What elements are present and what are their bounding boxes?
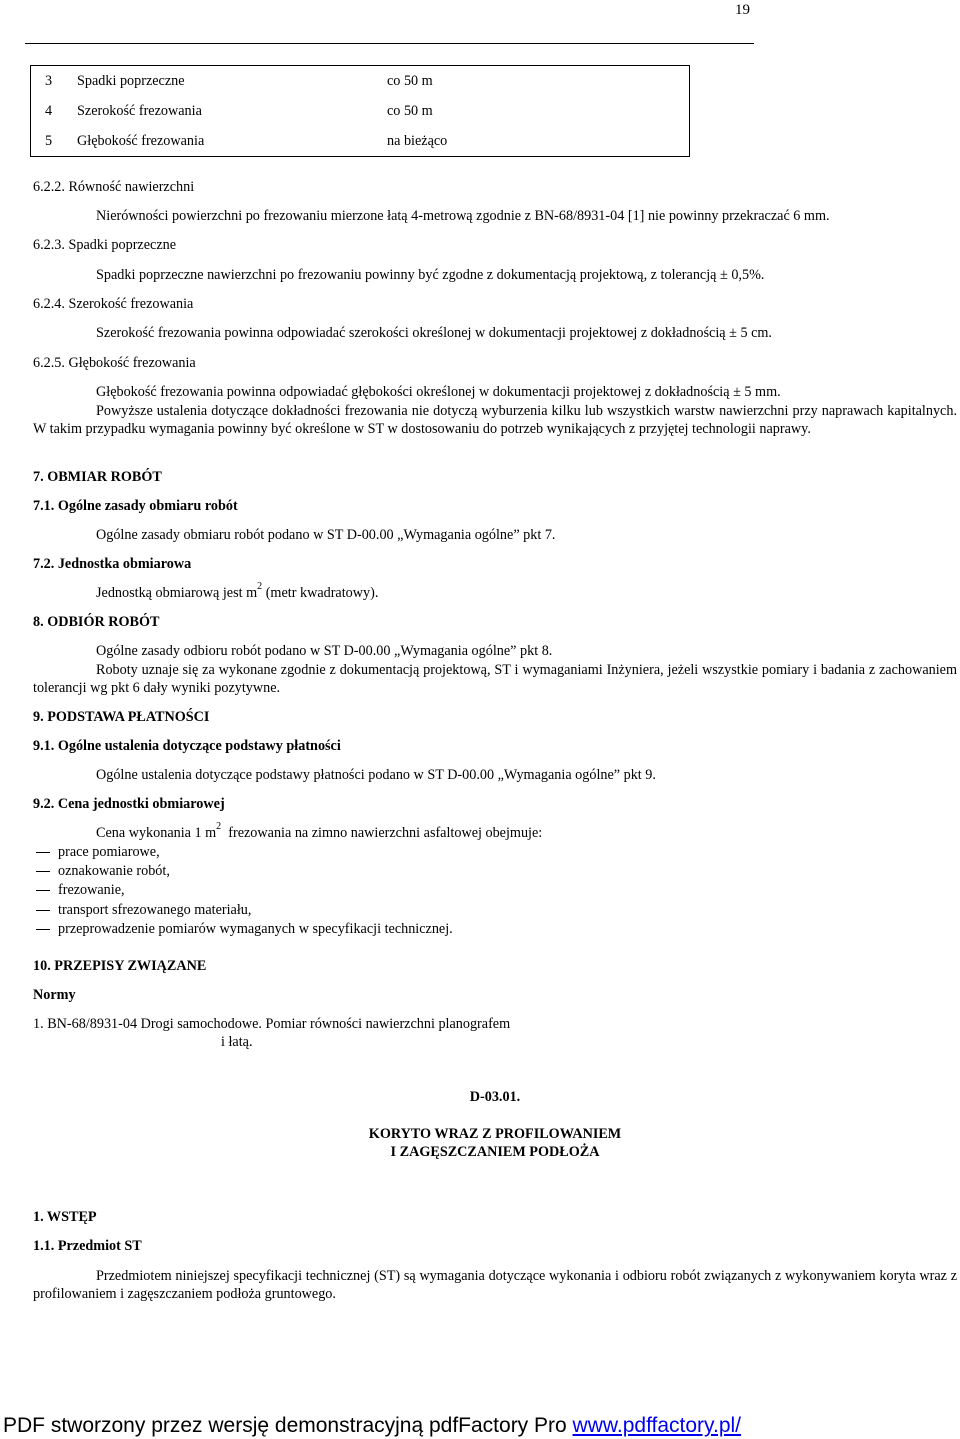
section-10-heading: 10. PRZEPISY ZWIĄZANE (33, 958, 207, 974)
list-item: transport sfrezowanego materiału, (58, 902, 252, 918)
row-number: 3 (45, 73, 53, 89)
dash-bullet (36, 929, 50, 930)
section-7-1-heading: 7.1. Ogólne zasady obmiaru robót (33, 498, 238, 514)
footer-link[interactable]: www.pdffactory.pl/ (572, 1414, 742, 1437)
list-item: oznakowanie robót, (58, 863, 170, 879)
dash-bullet (36, 852, 50, 853)
section-1-heading: 1. WSTĘP (33, 1209, 97, 1225)
section-6-2-3-heading: 6.2.3. Spadki poprzeczne (33, 237, 177, 253)
section-7-2-text: Jednostką obmiarową jest $m^2$ (metr kwadratowy). (96, 581, 379, 601)
table-row (31, 96, 689, 126)
section-8-heading: 8. ODBIÓR ROBÓT (33, 614, 160, 630)
section-9-heading: 9. PODSTAWA PŁATNOŚCI (33, 709, 210, 725)
norms-subheading: Normy (33, 987, 76, 1003)
row-name: Głębokość frezowania (77, 133, 205, 149)
section-1-1-text: Przedmiotem niniejszej specyfikacji technicznej (ST) są wymagania dotyczące wykonania i odbioru robót związanych z wykonywaniem koryta wraz z profilowaniem i zagęszczaniem podłoża gruntowego. (33, 1268, 957, 1302)
norm-entry-continuation: i łatą. (221, 1034, 253, 1050)
dash-bullet (36, 871, 50, 872)
section-8-text: Ogólne zasady odbioru robót podano w ST D-00.00 „Wymagania ogólne” pkt 8. (96, 643, 553, 659)
page-number: 19 (735, 2, 750, 18)
section-9-2-heading: 9.2. Cena jednostki obmiarowej (33, 796, 225, 812)
section-6-2-3-text: Spadki poprzeczne nawierzchni po frezowaniu powinny być zgodne z dokumentacją projektową, z tolerancją ± 0,5%. (96, 267, 765, 283)
row-name: Spadki poprzeczne (77, 73, 185, 89)
spec-title-line-2: I ZAGĘSZCZANIEM PODŁOŻA (390, 1144, 600, 1160)
row-number: 5 (45, 133, 53, 149)
list-item: prace pomiarowe, (58, 844, 160, 860)
section-7-1-text: Ogólne zasady obmiaru robót podano w ST D-00.00 „Wymagania ogólne” pkt 7. (96, 527, 556, 543)
section-9-1-text: Ogólne ustalenia dotyczące podstawy płatności podano w ST D-00.00 „Wymagania ogólne” pkt 9. (96, 767, 656, 783)
norm-entry: 1. BN-68/8931-04 Drogi samochodowe. Pomiar równości nawierzchni planografem (33, 1016, 511, 1032)
section-6-2-2-heading: 6.2.2. Równość nawierzchni (33, 179, 195, 195)
pdf-footer (3, 1414, 741, 1438)
section-6-2-2-text: Nierówności powierzchni po frezowaniu mierzone łatą 4-metrową zgodnie z BN-68/8931-04 [1] nie powinny przekraczać 6 mm. (96, 208, 830, 224)
dash-bullet (36, 890, 50, 891)
footer-text: PDF stworzony przez wersję demonstracyjną pdfFactory Pro (3, 1414, 573, 1437)
section-6-2-5-heading: 6.2.5. Głębokość frezowania (33, 355, 196, 371)
section-7-heading: 7. OBMIAR ROBÓT (33, 469, 162, 485)
control-table (30, 65, 690, 157)
section-1-1-heading: 1.1. Przedmiot ST (33, 1238, 142, 1254)
table-row (31, 126, 689, 156)
row-name: Szerokość frezowania (77, 103, 202, 119)
section-9-2-text: Cena wykonania 1 $m^2$ frezowania na zimno nawierzchni asfaltowej obejmuje: (96, 821, 543, 841)
section-7-2-heading: 7.2. Jednostka obmiarowa (33, 556, 192, 572)
list-item: przeprowadzenie pomiarów wymaganych w specyfikacji technicznej. (58, 921, 453, 937)
row-frequency: na bieżąco (387, 133, 448, 149)
dash-bullet (36, 910, 50, 911)
section-9-1-heading: 9.1. Ogólne ustalenia dotyczące podstawy płatności (33, 738, 341, 754)
row-frequency: co 50 m (387, 103, 433, 119)
row-number: 4 (45, 103, 53, 119)
section-8-conditions: Roboty uznaje się za wykonane zgodnie z dokumentacją projektową, ST i wymaganiami Inżyniera, jeżeli wszystkie pomiary i badania z zachowaniem tolerancji wg pkt 6 dały wyniki pozytywne. (33, 662, 957, 696)
section-6-2-5-note: Powyższe ustalenia dotyczące dokładności frezowania nie dotyczą wyburzenia kilku lub wszystkich warstw nawierzchni przy naprawach kapitalnych. W takim przypadku wymagania powinny być określone w ST w dostosowaniu do potrzeb wynikających z przyjętej technologii naprawy. (33, 403, 957, 437)
header-rule (25, 43, 754, 44)
spec-code: D-03.01. (469, 1089, 521, 1105)
spec-title-line-1: KORYTO WRAZ Z PROFILOWANIEM (368, 1126, 622, 1142)
section-6-2-5-text: Głębokość frezowania powinna odpowiadać głębokości określonej w dokumentacji projektowej z dokładnością ± 5 mm. (96, 384, 781, 400)
row-frequency: co 50 m (387, 73, 433, 89)
table-row (31, 66, 689, 96)
list-item: frezowanie, (58, 882, 125, 898)
section-6-2-4-heading: 6.2.4. Szerokość frezowania (33, 296, 194, 312)
section-6-2-4-text: Szerokość frezowania powinna odpowiadać szerokości określonej w dokumentacji projektowej z dokładnością ± 5 cm. (96, 325, 772, 341)
